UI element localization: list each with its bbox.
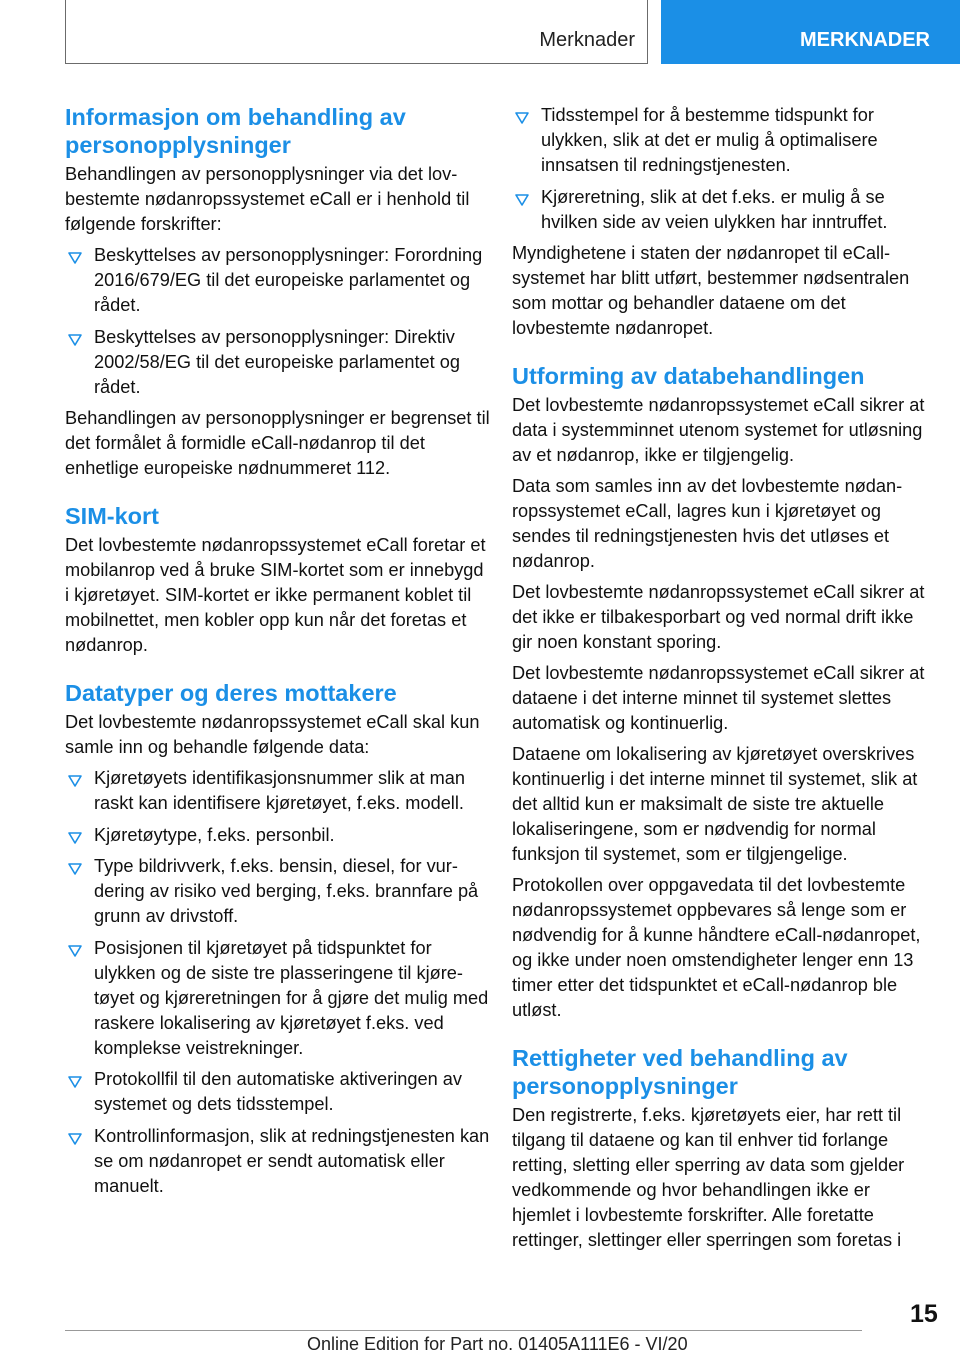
list-item: Beskyttelses av personopplysninger: Forordning 2016/679/EG til det europeiske parlamentet og rådet. [65,243,490,318]
paragraph: Det lovbestemte nødanropssystemet eCall sikrer at dataene i det interne minnet til systemet slettes automatisk og kontinuerlig. [512,663,925,733]
bullet-list [65,766,490,1199]
paragraph: Behandlingen av personopplysninger er begrenset til det formålet å formidle eCall-nødanrop til det enhetlige europeiske nødnummeret 112. [65,408,490,478]
heading-processing-design: Utforming av databehandlingen [512,363,865,389]
list-item: Tidsstempel for å bestemme tidspunkt for ulykken, slik at det er mulig å optimalisere innsatsen til redningstjenesten. [512,103,932,178]
list-item: Beskyttelses av personopplysninger: Direktiv 2002/58/EG til det europeiske parlamentet og rådet. [65,325,490,400]
paragraph: Dataene om lokalisering av kjøretøyet overskrives kontinuerlig i det interne minnet til systemet, slik at det alltid kun er maksimalt de siste tre aktuelle lokaliseringene, som er nødvendig for normal funksjon til systemet, som er tilgjengelige. [512,744,918,864]
heading-rights: Rettigheter ved behandling av personopplysninger [512,1045,848,1099]
list-item: Protokollfil til den automatiske aktiveringen av systemet og dets tidsstempel. [65,1067,490,1117]
triangle-bullet-icon [68,1076,82,1088]
right-column [512,103,932,1259]
footer-divider [65,1330,862,1331]
list-item: Kjøretøyets identifikasjonsnummer slik at man raskt kan identifisere kjøretøyet, f.eks. modell. [65,766,490,816]
paragraph: Det lovbestemte nødanropssystemet eCall sikrer at det ikke er tilbakesporbart og ved normal drift ikke gir noen konstant sporing. [512,582,925,652]
bullet-list [512,103,932,235]
paragraph: Protokollen over oppgavedata til det lovbestemte nødanropssystemet oppbevares så lenge som er nødvendig for å kunne håndtere eCall-nødanropet, og ikke under noen omstendigheter lenger enn 13 timer etter det tidspunktet et eCall-nødanrop ble utløst. [512,875,921,1020]
list-item: Posisjonen til kjøretøyet på tidspunktet for ulykken og de siste tre plasseringene til kjøretøyet og kjøreretningen for å gjøre det mulig med raskere lokalisering av kjøretøyet f.eks. ved komplekse veistrekninger. [65,936,490,1061]
triangle-bullet-icon [68,863,82,875]
header-chapter-label: MERKNADER [800,29,930,51]
footer-edition: Online Edition for Part no. 01405A111E6 - VI/20 [307,1334,688,1354]
triangle-bullet-icon [68,775,82,787]
paragraph: Det lovbestemte nødanropssystemet eCall foretar et mobilanrop ved å bruke SIM-kortet som er innebygd i kjøretøyet. SIM-kortet er ikke permanent koblet til mobilnettet, men kobler opp kun når det foretas et nødanrop. [65,535,486,655]
list-item: Type bildrivverk, f.eks. bensin, diesel, for vurdering av risiko ved berging, f.eks. brannfare på grunn av drivstoff. [65,854,490,929]
bullet-list [65,243,490,400]
paragraph: Behandlingen av personopplysninger via det lovbestemte nødanropssystemet eCall er i henhold til følgende forskrifter: [65,164,470,234]
paragraph: Data som samles inn av det lovbestemte nødanropssystemet eCall, lagres kun i kjøretøyet og sendes til redningstjenesten hvis det utløses et nødanrop. [512,476,903,571]
triangle-bullet-icon [515,112,529,124]
list-item: Kjøretøytype, f.eks. personbil. [65,823,490,848]
paragraph: Det lovbestemte nødanropssystemet eCall skal kun samle inn og behandle følgende data: [65,712,480,757]
heading-sim-card: SIM-kort [65,503,159,529]
triangle-bullet-icon [68,832,82,844]
triangle-bullet-icon [68,334,82,346]
page-number: 15 [910,1300,938,1328]
paragraph: Myndighetene i staten der nødanropet til eCall-systemet har blitt utført, bestemmer nødsentralen som mottar og behandler dataene om det lovbestemte nødanropet. [512,243,910,338]
paragraph: Den registrerte, f.eks. kjøretøyets eier, har rett til tilgang til dataene og kan til enhver tid forlange retting, sletting eller sperring av data som gjelder vedkommende og hvor behandlingen ikke er hjemlet i lovbestemte forskrifter. Alle foretatte rettinger, slettinger eller sperringen som foretas i [512,1105,905,1250]
header-chapter-tab[interactable] [661,0,960,64]
heading-data-types: Datatyper og deres mottakere [65,680,397,706]
paragraph: Det lovbestemte nødanropssystemet eCall sikrer at data i systemminnet utenom systemet for utløsning av et nødanrop, ikke er tilgjengelig. [512,395,925,465]
left-column [65,103,490,1205]
triangle-bullet-icon [68,252,82,264]
triangle-bullet-icon [68,1133,82,1145]
triangle-bullet-icon [515,194,529,206]
triangle-bullet-icon [68,945,82,957]
heading-data-processing-info: Informasjon om behandling av personopplysninger [65,104,406,158]
list-item: Kontrollinformasjon, slik at redningstjenesten kan se om nødanropet er sendt automatisk eller manuelt. [65,1124,490,1199]
list-item: Kjøreretning, slik at det f.eks. er mulig å se hvilken side av veien ulykken har inntruffet. [512,185,932,235]
header-section-title: Merknader [539,29,635,51]
